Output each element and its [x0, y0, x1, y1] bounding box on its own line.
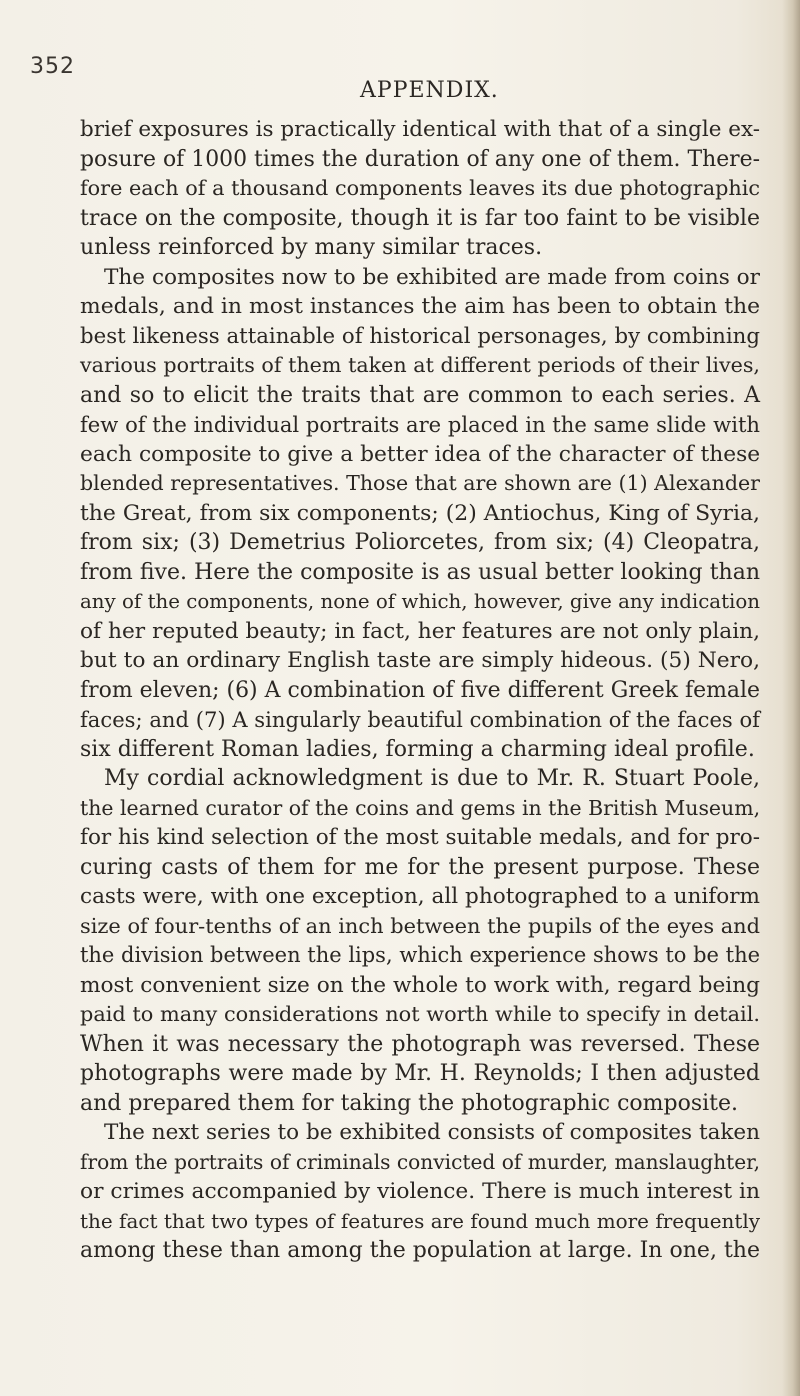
text-line: the division between the lips, which experience shows to be the — [80, 943, 760, 967]
text-line: unless reinforced by many similar traces. — [80, 235, 543, 260]
text-line: from six; (3) Demetrius Poliorcetes, from six; (4) Cleopatra, — [80, 530, 760, 555]
text-line: When it was necessary the photograph was reversed. These — [80, 1031, 760, 1057]
text-line: brief exposures is practically identical with that of a single ex- — [80, 117, 760, 142]
text-line: posure of 1000 times the duration of any one of them. There- — [80, 146, 760, 172]
text-line: any of the components, none of which, however, give any indication — [80, 590, 760, 613]
text-line: the learned curator of the coins and gems in the British Museum, — [80, 795, 761, 820]
text-line: among these than among the population at large. In one, the — [80, 1238, 760, 1263]
running-head: APPENDIX. — [360, 78, 499, 103]
text-line: photographs were made by Mr. H. Reynolds; I then adjusted — [80, 1061, 760, 1086]
text-line: for his kind selection of the most suitable medals, and for pro- — [80, 825, 760, 850]
text-line: most convenient size on the whole to work with, regard being — [80, 972, 760, 998]
text-line: each composite to give a better idea of the character of these — [80, 441, 761, 467]
text-line: from five. Here the composite is as usual better looking than — [80, 559, 760, 585]
text-line: size of four-tenths of an inch between the pupils of the eyes and — [80, 913, 760, 938]
body-text — [80, 115, 760, 1266]
paragraph-start-line: My cordial acknowledgment is due to Mr. R. Stuart Poole, — [104, 766, 760, 791]
text-line: or crimes accompanied by violence. There is much interest in — [80, 1179, 760, 1204]
text-line: the fact that two types of features are found much more frequently — [80, 1208, 760, 1233]
text-line: best likeness attainable of historical personages, by combining — [80, 323, 760, 349]
text-line: medals, and in most instances the aim has been to obtain the — [80, 294, 760, 319]
text-line: few of the individual portraits are placed in the same slide with — [80, 412, 760, 437]
page-number: 352 — [30, 54, 75, 79]
text-line: and prepared them for taking the photographic composite. — [80, 1090, 739, 1116]
text-line: from eleven; (6) A combination of five different Greek female — [80, 677, 760, 703]
paragraph-start-line: The composites now to be exhibited are made from coins or — [104, 264, 760, 290]
text-line: and so to elicit the traits that are common to each series. A — [80, 382, 760, 408]
text-line: but to an ordinary English taste are simply hideous. (5) Nero, — [80, 648, 760, 673]
page-edge-shadow — [782, 0, 800, 1396]
text-line: six different Roman ladies, forming a charming ideal profile. — [80, 736, 755, 762]
text-line: casts were, with one exception, all photographed to a uniform — [80, 884, 760, 909]
text-line: from the portraits of criminals convicted of murder, manslaughter, — [80, 1149, 760, 1174]
text-line: of her reputed beauty; in fact, her features are not only plain, — [80, 618, 760, 644]
text-line: blended representatives. Those that are shown are (1) Alexander — [80, 471, 760, 495]
text-line: paid to many considerations not worth while to specify in detail. — [80, 1002, 760, 1026]
text-line: trace on the composite, though it is far too faint to be visible — [80, 205, 760, 231]
text-line: the Great, from six components; (2) Antiochus, King of Syria, — [80, 500, 760, 526]
text-line: fore each of a thousand components leaves its due photographic — [80, 176, 760, 200]
text-line: various portraits of them taken at different periods of their lives, — [80, 353, 760, 377]
text-line: curing casts of them for me for the present purpose. These — [80, 854, 760, 880]
text-line: faces; and (7) A singularly beautiful combination of the faces of — [80, 707, 760, 732]
paragraph-start-line: The next series to be exhibited consists of composites taken — [104, 1120, 760, 1145]
